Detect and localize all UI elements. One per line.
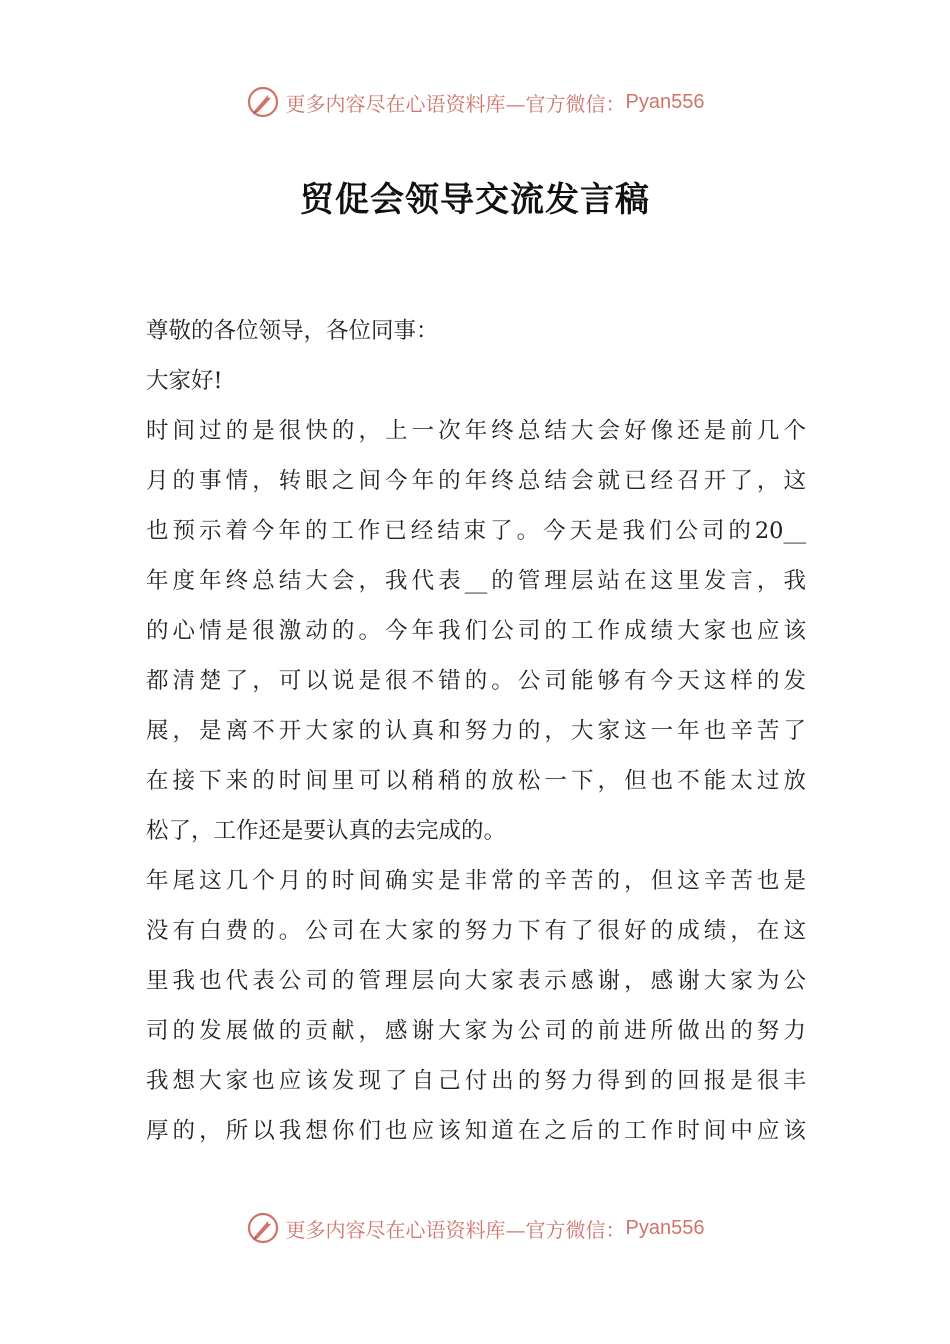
- document-body: [146, 306, 806, 1156]
- body-line: 的心情是很激动的。今年我们公司的工作成绩大家也应该: [146, 618, 806, 644]
- body-line: 司的发展做的贡献，感谢大家为公司的前进所做出的努力: [146, 1018, 806, 1044]
- body-line: 我想大家也应该发现了自己付出的努力得到的回报是很丰: [146, 1068, 806, 1094]
- pen-nib-logo-icon: [246, 85, 280, 119]
- body-line: 松了，工作还是要认真的去完成的。: [146, 818, 507, 844]
- header-watermark-text: 更多内容尽在心语资料库—官方微信：: [285, 91, 626, 116]
- body-line: 时间过的是很快的，上一次年终总结大会好像还是前几个: [146, 418, 806, 444]
- body-line: 尊敬的各位领导，各位同事：: [146, 318, 439, 344]
- document-title: 贸促会领导交流发言稿: [300, 180, 650, 220]
- body-line: 里我也代表公司的管理层向大家表示感谢，感谢大家为公: [146, 968, 806, 994]
- body-line: 没有白费的。公司在大家的努力下有了很好的成绩，在这: [146, 918, 806, 944]
- header-watermark: [0, 82, 950, 122]
- body-line: 大家好!: [146, 368, 223, 394]
- body-line: 也预示着今年的工作已经结束了。今天是我们公司的20__: [146, 518, 806, 544]
- footer-watermark: [0, 1208, 950, 1248]
- footer-watermark-text: 更多内容尽在心语资料库—官方微信：: [285, 1217, 626, 1242]
- header-wechat-id: Pyan556: [625, 90, 705, 113]
- body-line: 都清楚了，可以说是很不错的。公司能够有今天这样的发: [146, 668, 806, 694]
- body-line: 展，是离不开大家的认真和努力的，大家这一年也辛苦了: [146, 718, 806, 744]
- body-line: 月的事情，转眼之间今年的年终总结会就已经召开了，这: [146, 468, 806, 494]
- footer-wechat-id: Pyan556: [625, 1216, 705, 1239]
- pen-nib-logo-icon: [246, 1211, 280, 1245]
- body-line: 厚的，所以我想你们也应该知道在之后的工作时间中应该: [146, 1118, 806, 1144]
- body-line: 年度年终总结大会，我代表__的管理层站在这里发言，我: [146, 568, 806, 594]
- body-line: 年尾这几个月的时间确实是非常的辛苦的，但这辛苦也是: [146, 868, 806, 894]
- body-line: 在接下来的时间里可以稍稍的放松一下，但也不能太过放: [146, 768, 806, 794]
